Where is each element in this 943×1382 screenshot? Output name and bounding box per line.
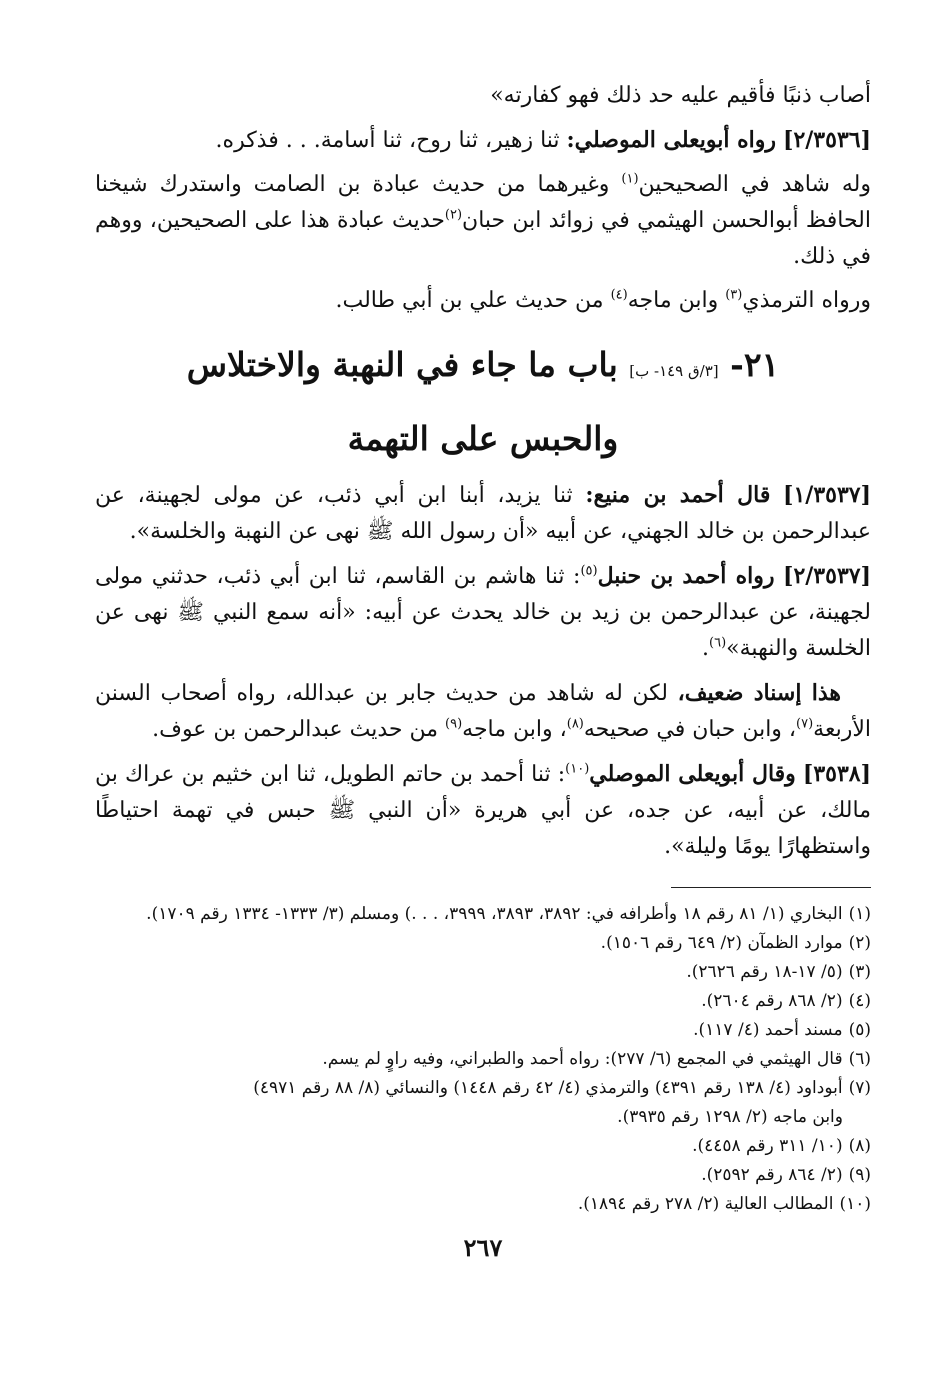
text-run: وابن ماجه — [627, 288, 726, 313]
footnote-number: (٤) — [848, 991, 871, 1011]
hadith-ref: [٢/٣٥٣٦] — [783, 127, 871, 153]
text-run: ، وابن ماجه — [462, 717, 567, 742]
footnote-number: (١٠) — [839, 1194, 871, 1214]
narrator-lead: قال أحمد بن منيع: — [585, 482, 771, 508]
footnote — [95, 958, 871, 987]
page-number: ٢٦٧ — [463, 1233, 503, 1262]
footnote-text: (٢/ ٨٦٨ رقم ٢٦٠٤). — [701, 991, 843, 1011]
text-run: ، وابن حبان في صحيحه — [583, 717, 797, 742]
footnote-text: مسند أحمد (٤/ ١١٧). — [693, 1020, 843, 1040]
footnote — [95, 900, 871, 929]
footnote-text: قال الهيثمي في المجمع (٦/ ٢٧٧): رواه أحمد والطبراني، وفيه راوٍ لم يسم. — [322, 1049, 843, 1069]
footnote-text: (٢/ ٨٦٤ رقم ٢٥٩٢). — [701, 1165, 843, 1185]
footnote — [95, 929, 871, 958]
footnote-marker: (٤) — [610, 287, 628, 303]
hadith-text: : ثنا أحمد بن حاتم الطويل، ثنا ابن خثيم بن عراك بن مالك، عن أبيه، عن جده، عن أبي هريرة «أن النبي ﷺ حبس في تهمة احتياطًا واستظهارًا يومًا وليلة». — [95, 762, 871, 859]
hadith-text: : ثنا هاشم بن القاسم، ثنا ابن أبي ذئب، حدثني مولى لجهينة، عن عبدالرحمن بن زيد بن خالد يحدث عن أبيه: «أنه سمع النبي ﷺ نهى عن الخلسة والنهبة» — [95, 564, 872, 661]
footnote-text: (٥/ ١٧-١٨ رقم ٢٦٢٦). — [686, 962, 843, 982]
text-run: لكن له شاهد من حديث جابر بن عبدالله، رواه أصحاب السنن الأربعة — [95, 681, 871, 742]
narrator-lead: رواه أحمد بن حنبل — [597, 563, 775, 589]
chapter-number: ٢١- — [730, 345, 780, 384]
hadith-2-3537 — [95, 558, 871, 667]
footnote-number: (١) — [848, 904, 871, 924]
text-run: وله شاهد في الصحيحين — [638, 172, 872, 197]
text-run: حديث عبادة هذا على الصحيحين، ووهم في ذلك. — [95, 208, 871, 269]
footnote-text: (١٠/ ٣١١ رقم ٤٤٥٨). — [692, 1136, 843, 1156]
footnote-marker: (٥) — [580, 563, 598, 579]
footnote-divider — [671, 887, 871, 888]
narrator-lead: رواه أبويعلى الموصلي: — [566, 127, 777, 153]
shahid-paragraph — [95, 167, 871, 275]
footnote — [95, 1045, 871, 1074]
hadith-ref: [٢/٣٥٣٧] — [783, 563, 871, 589]
footnote-marker: (١٠) — [565, 761, 590, 777]
isnad-paragraph — [95, 675, 871, 748]
footnote-text: وابن ماجه (٢/ ١٢٩٨ رقم ٣٩٣٥). — [617, 1107, 843, 1127]
text-run: من حديث علي بن أبي طالب. — [335, 288, 611, 313]
footnote — [95, 1074, 871, 1103]
narrator-lead: وقال أبويعلى الموصلي — [589, 761, 796, 787]
footnote-number: (٥) — [848, 1020, 871, 1040]
intro-line: أصاب ذنبًا فأقيم عليه حد ذلك فهو كفارته» — [490, 83, 871, 108]
footnote-number: (٨) — [848, 1136, 871, 1156]
text-run: من حديث عبدالرحمن بن عوف. — [152, 717, 446, 742]
text-run: وغيرهما من حديث عبادة بن الصامت واستدرك شيخنا الحافظ أبوالحسن الهيثمي في زوائد ابن حبان — [95, 172, 871, 233]
manuscript-ref: [٣/ق ١٤٩- ب] — [629, 362, 719, 380]
chapter-title-line2: والحبس على التهمة — [347, 419, 619, 458]
footnote-continuation — [95, 1103, 871, 1132]
footnote — [95, 1016, 871, 1045]
footnote-text: أبوداود (٤/ ١٣٨ رقم ٤٣٩١) والترمذي (٤/ ٤٢ رقم ١٤٤٨) والنسائي (٨/ ٨٨ رقم ٤٩٧١) — [253, 1078, 843, 1098]
footnotes — [95, 900, 871, 1219]
footnote-marker: (٨) — [566, 716, 584, 732]
footnote-number: (٣) — [848, 962, 871, 982]
hadith-3538 — [95, 756, 871, 865]
footnote-text: المطالب العالية (٢/ ٢٧٨ رقم ١٨٩٤). — [577, 1194, 834, 1214]
hadith-text: ثنا يزيد، أبنا ابن أبي ذئب، عن مولى لجهينة، عن عبدالرحمن بن خالد الجهني، عن أبيه «أن رسول الله ﷺ نهى عن النهبة والخلسة». — [95, 483, 871, 544]
chapter-title-line1: باب ما جاء في النهبة والاختلاس — [186, 345, 618, 384]
book-page — [95, 78, 871, 1382]
footnote-marker: (٣) — [725, 287, 743, 303]
footnote-number: (٢) — [848, 933, 871, 953]
footnote — [95, 1132, 871, 1161]
hadith-1-3537 — [95, 477, 871, 550]
footnote — [95, 1161, 871, 1190]
footnote-marker: (٩) — [445, 716, 463, 732]
text-run: . — [702, 636, 710, 661]
hadith-ref: [١/٣٥٣٧] — [783, 482, 872, 508]
footnote-number: (٧) — [848, 1078, 871, 1098]
isnad-lead: هذا إسناد ضعيف، — [677, 680, 841, 706]
footnote-text: موارد الظمآن (٢/ ٦٤٩ رقم ١٥٠٦). — [600, 933, 843, 953]
footnote-marker: (٢) — [444, 207, 463, 223]
footnote-text: البخاري (١/ ٨١ رقم ١٨ وأطرافه في: ٣٨٩٢، ٣٨٩٣، ٣٩٩٩، . . .) ومسلم (٣/ ١٣٣٣- ١٣٣٤ رقم ١٧٠٩). — [146, 904, 843, 924]
footnote-marker: (٦) — [709, 635, 727, 651]
footnote-number: (٦) — [848, 1049, 871, 1069]
footnote — [95, 987, 871, 1016]
footnote — [95, 1190, 871, 1219]
text-run: ورواه الترمذي — [742, 288, 871, 313]
footnote-marker: (١) — [621, 171, 639, 187]
hadith-text: ثنا زهير، ثنا روح، ثنا أسامة. . . فذكره. — [215, 128, 560, 153]
hadith-ref: [٣٥٣٨] — [802, 761, 871, 787]
footnote-number: (٩) — [848, 1165, 871, 1185]
footnote-marker: (٧) — [796, 716, 814, 732]
hadith-2-3536 — [95, 122, 871, 159]
chapter-heading — [95, 335, 871, 401]
tirmidhi-paragraph — [95, 283, 871, 319]
